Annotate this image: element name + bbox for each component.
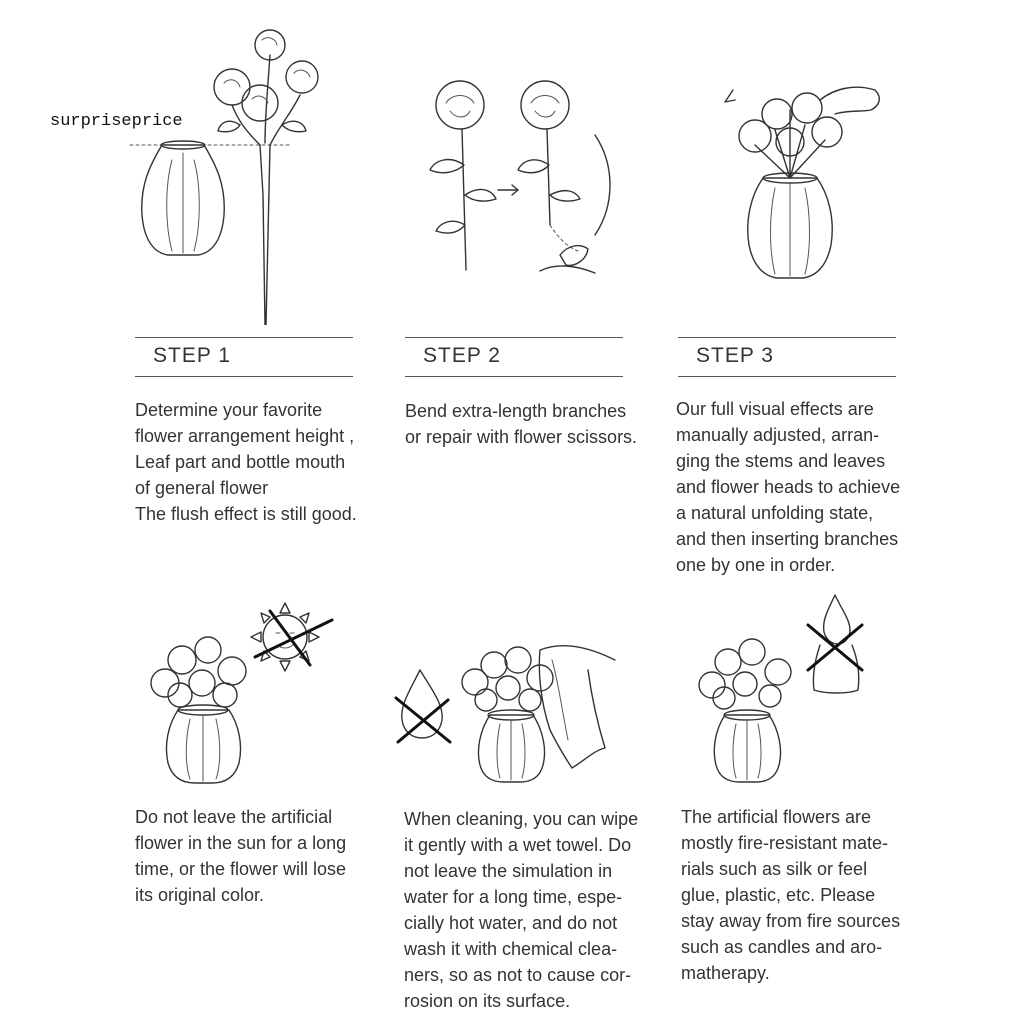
watermark: surpriseprice: [50, 112, 183, 131]
step3-header: [678, 337, 896, 377]
step3-arrange-vase-illustration: [715, 70, 895, 285]
tip2-cleaning-illustration: [390, 620, 630, 785]
step2-text: Bend extra-length branches or repair with flower scissors.: [405, 401, 638, 447]
step3-text: Our full visual effects are manually adjusted, arran- ging the stems and leaves and flower heads to achieve a natural unfolding state, and then inserting branches one by one in order.: [676, 399, 901, 575]
step2-bend-stem-illustration: [410, 75, 625, 295]
step3-label: STEP 3: [696, 344, 774, 367]
crossed-sun-icon: [251, 603, 332, 671]
crossed-water-drop-icon: [396, 670, 450, 742]
tip1-text: Do not leave the artificial flower in the sun for a long time, or the flower will lose its original color.: [135, 807, 347, 905]
step2-label: STEP 2: [423, 344, 501, 367]
crossed-candle-flame-icon: [808, 595, 862, 693]
tip3-fire-warning-illustration: [690, 590, 880, 785]
step1-label: STEP 1: [153, 344, 231, 367]
step2-header: [405, 337, 623, 377]
tip3-text: The artificial flowers are mostly fire-resistant mate- rials such as silk or feel glue, plastic, etc. Please stay away from fire sources such as candles and aro- matherapy.: [681, 807, 901, 983]
step1-text: Determine your favorite flower arrangement height , Leaf part and bottle mouth of general flower The flush effect is still good.: [135, 400, 357, 524]
step1-header: [135, 337, 353, 377]
tip1-sun-warning-illustration: [140, 595, 340, 785]
step1-vase-and-flower-illustration: [120, 25, 340, 325]
tip2-text: When cleaning, you can wipe it gently with a wet towel. Do not leave the simulation in water for a long time, espe- cially hot water, and do not wash it with chemical clea- ners, so as not to cause cor- rosion on its surface.: [404, 809, 639, 1011]
